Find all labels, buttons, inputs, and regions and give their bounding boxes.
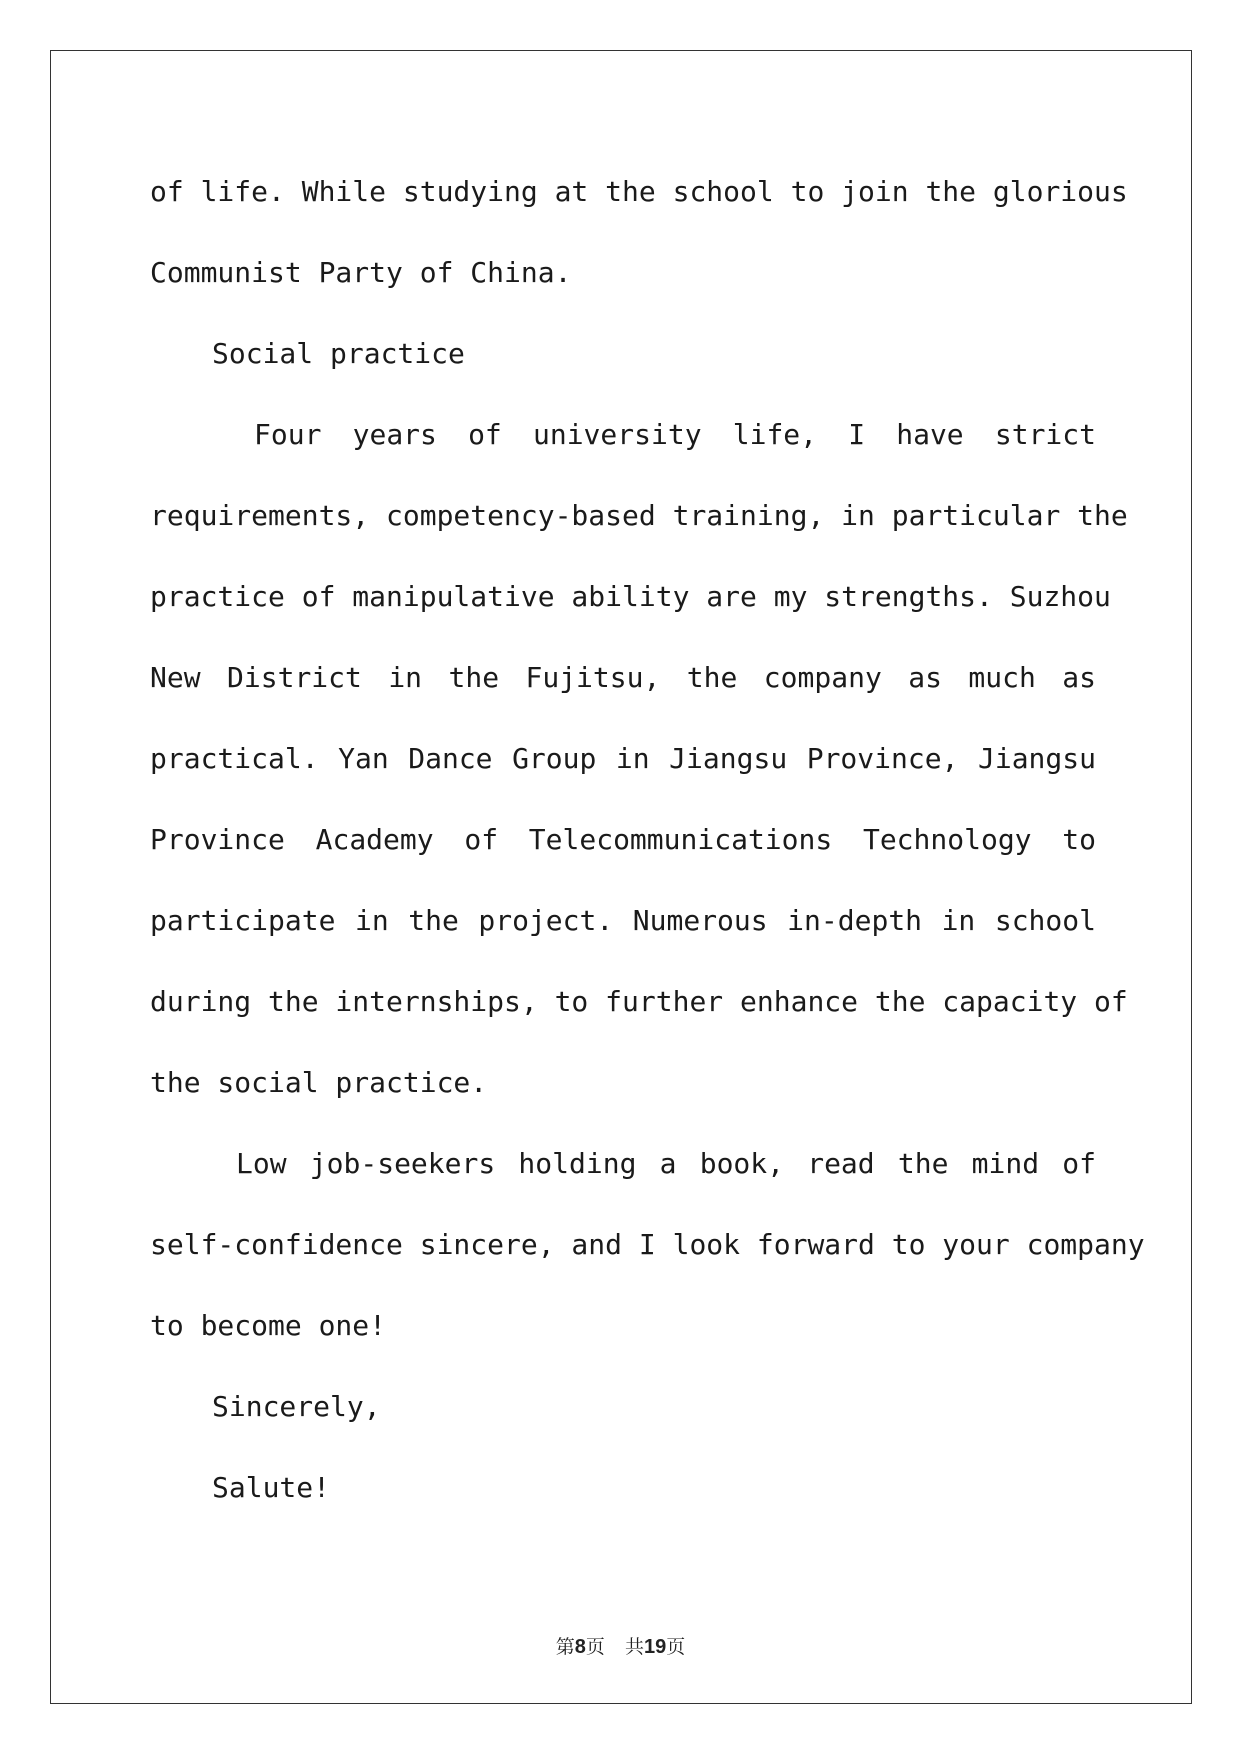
total-prefix: 共 [624, 1636, 644, 1658]
text-line: participate in the project. Numerous in-depth in school [150, 904, 1096, 937]
page-prefix: 第 [555, 1636, 575, 1658]
page-footer [0, 1632, 1241, 1659]
closing-line: Salute! [212, 1471, 331, 1504]
text-line: requirements, competency-based training, in particular the [150, 499, 1128, 532]
text-line: practical. Yan Dance Group in Jiangsu Province, Jiangsu [150, 742, 1096, 775]
text-line: the social practice. [150, 1066, 488, 1099]
text-line: self-confidence sincere, and I look forward to your company [150, 1228, 1145, 1261]
text-line: Province Academy of Telecommunications Technology to [150, 823, 1096, 856]
text-line: practice of manipulative ability are my strengths. Suzhou [150, 580, 1111, 613]
text-line: of life. While studying at the school to join the glorious [150, 175, 1128, 208]
section-heading: Social practice [212, 337, 465, 370]
text-line: to become one! [150, 1309, 387, 1342]
closing-line: Sincerely, [212, 1390, 381, 1423]
total-pages: 19 [643, 1636, 667, 1658]
total-suffix: 页 [666, 1636, 686, 1658]
text-line: Low job-seekers holding a book, read the mind of [236, 1147, 1096, 1180]
page-number: 8 [574, 1636, 586, 1658]
page-suffix: 页 [585, 1636, 605, 1658]
page-frame [50, 50, 1192, 1704]
text-line: Communist Party of China. [150, 256, 572, 289]
text-line: during the internships, to further enhance the capacity of [150, 985, 1128, 1018]
text-line: Four years of university life, I have strict [254, 418, 1096, 451]
text-line: New District in the Fujitsu, the company as much as [150, 661, 1096, 694]
